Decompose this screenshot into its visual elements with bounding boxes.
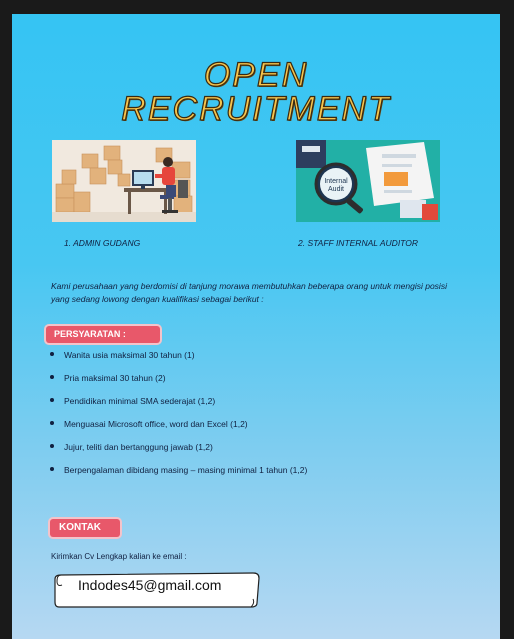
title-line-2: RECRUITMENT	[121, 90, 391, 128]
svg-text:Audit: Audit	[328, 186, 344, 193]
contact-heading: KONTAK	[50, 519, 120, 537]
list-item: Menguasai Microsoft office, word dan Excel (1,2)	[50, 419, 307, 442]
position-staff-internal-auditor: 2. STAFF INTERNAL AUDITOR	[298, 238, 418, 248]
list-item: Pria maksimal 30 tahun (2)	[50, 373, 307, 396]
contact-email[interactable]: Indodes45@gmail.com	[78, 577, 222, 593]
bullet-icon	[50, 444, 54, 448]
bullet-icon	[50, 375, 54, 379]
admin-gudang-illustration	[52, 140, 196, 222]
requirements-heading: PERSYARATAN :	[46, 326, 160, 343]
bullet-icon	[50, 352, 54, 356]
list-item: Berpengalaman dibidang masing – masing minimal 1 tahun (1,2)	[50, 465, 307, 488]
internal-audit-text: Internal	[324, 178, 348, 185]
list-item: Jujur, teliti dan bertanggung jawab (1,2)	[50, 442, 307, 465]
bullet-icon	[50, 398, 54, 402]
list-item: Pendidikan minimal SMA sederajat (1,2)	[50, 396, 307, 419]
intro-paragraph: Kami perusahaan yang berdomisi di tanjung morawa membutuhkan beberapa orang untuk mengisi posisi yang sedang lowong dengan kualifikasi sebagai berikut :	[51, 281, 447, 304]
list-item: Wanita usia maksimal 30 tahun (1)	[50, 350, 307, 373]
title-line-1: OPEN	[203, 56, 309, 94]
internal-audit-illustration	[296, 140, 440, 222]
requirements-list	[50, 350, 307, 488]
bullet-icon	[50, 467, 54, 471]
position-admin-gudang: 1. ADMIN GUDANG	[64, 238, 141, 248]
bullet-icon	[50, 421, 54, 425]
recruitment-poster	[12, 14, 500, 639]
contact-instruction: Kirimkan Cv Lengkap kalian ke email :	[51, 552, 187, 561]
